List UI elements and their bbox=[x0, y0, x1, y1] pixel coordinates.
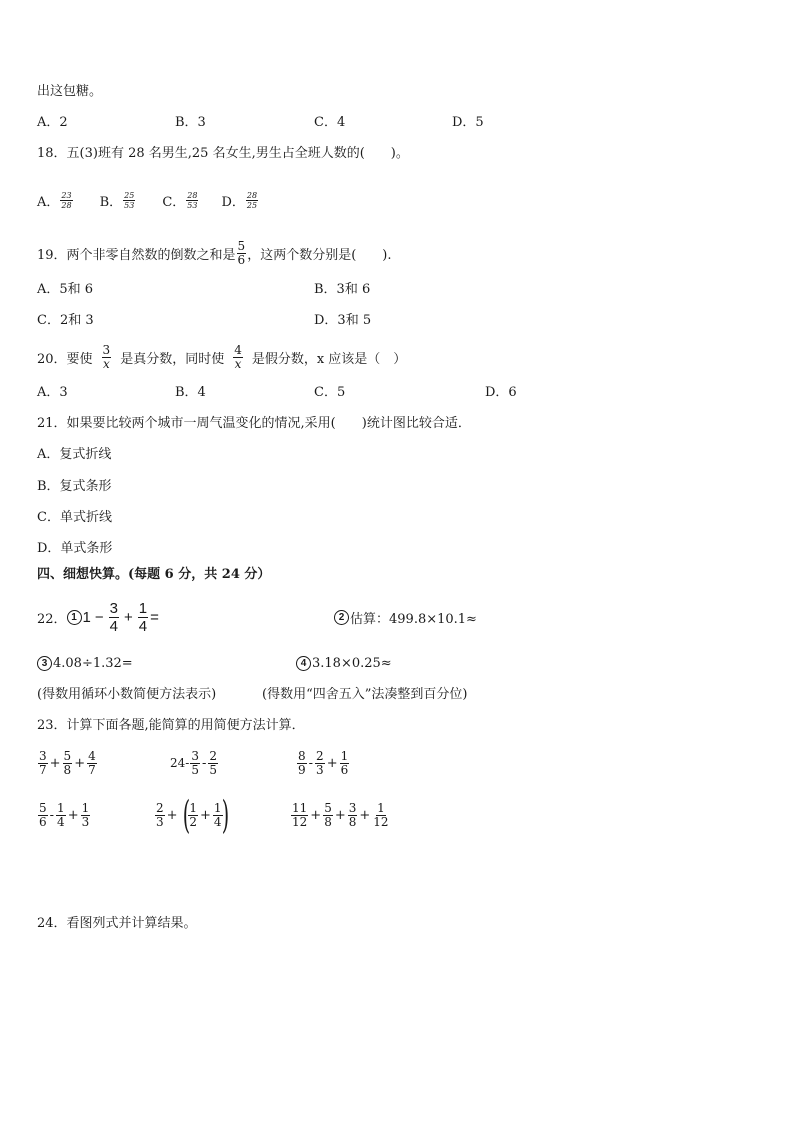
q19-option-c[interactable]: C．2和 3 bbox=[37, 313, 94, 328]
q23-expression-2 bbox=[170, 743, 219, 783]
q23-e2-f2-num: 2 bbox=[209, 748, 218, 763]
q23-e1-f3-num: 4 bbox=[88, 748, 96, 763]
q23-e5-op1: + bbox=[166, 807, 178, 823]
q23-e6-f2-num: 5 bbox=[324, 800, 332, 815]
q22-part1 bbox=[37, 597, 160, 637]
q23-e3-fraction-1 bbox=[297, 750, 307, 777]
q22-note-2: (得数用“四舍五入”法凑整到百分位) bbox=[262, 687, 468, 702]
q23-e6-fraction-1 bbox=[291, 802, 308, 829]
circled-2-marker: 2 bbox=[334, 610, 349, 625]
q23-expression-3 bbox=[296, 743, 350, 783]
q22-p1-fraction-1 bbox=[109, 600, 119, 635]
q18-d-denominator: 25 bbox=[246, 200, 258, 210]
q18-option-c[interactable] bbox=[162, 191, 199, 210]
q18-option-a-fraction bbox=[60, 191, 72, 210]
q22-p3-text: 4.08÷1.32= bbox=[53, 655, 133, 671]
q22-p1-equals: = bbox=[150, 608, 159, 626]
q23-e4-f2-den: 4 bbox=[57, 814, 65, 829]
q23-e5-f3-den: 4 bbox=[213, 814, 222, 829]
q19-option-b[interactable]: B．3和 6 bbox=[314, 282, 371, 297]
q23-e4-f3-num: 1 bbox=[81, 800, 90, 815]
q23-e1-op1: + bbox=[49, 755, 61, 771]
q23-e4-f3-den: 3 bbox=[81, 814, 90, 829]
q18-option-d-label: D． bbox=[221, 194, 245, 210]
section4-title: 四、细想快算。(每题 6 分，共 24 分） bbox=[37, 567, 271, 582]
q22-p1-f2-numerator: 1 bbox=[138, 599, 148, 617]
q23-e6-fraction-3 bbox=[348, 802, 358, 829]
q23-e3-f3-num: 1 bbox=[340, 748, 349, 763]
q17-tail-text: 出这包糖。 bbox=[37, 84, 103, 99]
q18-option-c-label: C． bbox=[162, 194, 186, 210]
q19-stem-b: ，这两个数分别是( ). bbox=[247, 247, 392, 263]
q22-p1-f1-numerator: 3 bbox=[109, 599, 118, 617]
q23-e2-fraction-2 bbox=[208, 750, 218, 777]
q20-fraction-2-numerator: 4 bbox=[234, 342, 242, 357]
q23-e1-f2-num: 5 bbox=[63, 748, 72, 763]
q22-p1-f1-denominator: 4 bbox=[109, 617, 118, 635]
q23-e5-right-paren: ) bbox=[221, 793, 229, 837]
q18-option-a-label: A． bbox=[37, 194, 60, 210]
q23-e2-lead: 24- bbox=[170, 756, 190, 770]
q23-e3-f2-num: 2 bbox=[316, 748, 324, 763]
q22-p4-text: 3.18×0.25≈ bbox=[312, 655, 392, 671]
q23-e2-f2-den: 5 bbox=[209, 762, 218, 777]
circled-3-marker: 3 bbox=[37, 656, 52, 671]
q21-option-c[interactable]: C．单式折线 bbox=[37, 510, 112, 525]
q23-e4-fraction-2 bbox=[56, 802, 66, 829]
q19-fraction bbox=[237, 240, 247, 267]
q23-e6-f3-den: 8 bbox=[348, 814, 357, 829]
q22-p1-one: 1 bbox=[82, 608, 91, 626]
q23-e1-op2: + bbox=[74, 755, 86, 771]
q19-stem bbox=[37, 236, 391, 270]
q20-fraction-1-numerator: 3 bbox=[102, 342, 111, 357]
q23-e6-f1-den: 12 bbox=[292, 814, 308, 829]
q23-e2-op1: - bbox=[201, 755, 207, 771]
q18-options-row bbox=[37, 187, 259, 213]
q23-e4-fraction-1 bbox=[38, 802, 48, 829]
q23-e6-op1: + bbox=[310, 807, 322, 823]
q23-e1-f1-num: 3 bbox=[39, 748, 47, 763]
q23-e1-f1-den: 7 bbox=[39, 762, 47, 777]
q23-e5-op2: + bbox=[200, 807, 211, 823]
q19-option-d[interactable]: D．3和 5 bbox=[314, 313, 372, 328]
q23-expression-1 bbox=[37, 743, 98, 783]
q23-e6-fraction-4 bbox=[372, 802, 389, 829]
q21-stem: 21．如果要比较两个城市一周气温变化的情况,采用( )统计图比较合适． bbox=[37, 416, 471, 431]
q21-option-d[interactable]: D．单式条形 bbox=[37, 541, 113, 556]
q22-part3 bbox=[37, 654, 133, 672]
q20-stem-b: 是真分数，同时使 bbox=[120, 351, 225, 367]
q23-e4-f1-num: 5 bbox=[39, 800, 47, 815]
q23-e5-fraction-1 bbox=[155, 802, 165, 829]
q19-stem-a: 19．两个非零自然数的倒数之和是 bbox=[37, 247, 236, 263]
q22-part2 bbox=[334, 608, 477, 626]
q22-p1-minus: − bbox=[94, 608, 104, 626]
q22-note-1: (得数用循环小数简便方法表示) bbox=[37, 687, 217, 702]
q23-expression-6 bbox=[290, 794, 391, 836]
q23-e3-op1: - bbox=[308, 755, 314, 771]
q23-e4-op2: + bbox=[67, 807, 79, 823]
q23-e3-fraction-3 bbox=[340, 750, 350, 777]
q22-part4 bbox=[296, 654, 392, 672]
circled-1-marker: 1 bbox=[67, 610, 82, 625]
q18-c-numerator: 28 bbox=[187, 190, 198, 200]
q23-e4-fraction-3 bbox=[81, 802, 91, 829]
q18-option-c-fraction bbox=[186, 191, 198, 210]
q20-option-b[interactable]: B．4 bbox=[175, 385, 206, 400]
q23-e4-f2-num: 1 bbox=[57, 800, 65, 815]
q21-option-a[interactable]: A．复式折线 bbox=[37, 447, 112, 462]
circled-4-marker: 4 bbox=[296, 656, 311, 671]
q23-e2-f1-den: 5 bbox=[191, 762, 199, 777]
q23-e3-fraction-2 bbox=[315, 750, 325, 777]
q20-fraction-2-denominator: x bbox=[234, 356, 242, 371]
q23-e1-fraction-3 bbox=[87, 750, 97, 777]
q23-e6-f1-num: 11 bbox=[292, 800, 308, 815]
q23-e5-left-paren: ( bbox=[182, 793, 190, 837]
q23-e5-f2-num: 1 bbox=[189, 800, 198, 815]
q20-fraction-1-denominator: x bbox=[102, 356, 110, 371]
q18-d-numerator: 28 bbox=[246, 190, 258, 200]
q17-option-b[interactable]: B．3 bbox=[175, 115, 206, 130]
q23-e4-f1-den: 6 bbox=[39, 814, 47, 829]
q23-e6-f4-den: 12 bbox=[373, 814, 389, 829]
q17-option-a[interactable]: A．2 bbox=[37, 115, 68, 130]
q23-e6-fraction-2 bbox=[323, 802, 333, 829]
q23-e1-fraction-1 bbox=[38, 750, 48, 777]
q20-stem-c: 是假分数，x 应该是（ ） bbox=[251, 351, 407, 367]
q23-e2-f1-num: 3 bbox=[191, 748, 199, 763]
q23-e5-f3-num: 1 bbox=[213, 800, 222, 815]
q20-option-d[interactable]: D．6 bbox=[485, 385, 517, 400]
q23-expression-4 bbox=[37, 794, 91, 836]
q23-e6-f2-den: 8 bbox=[324, 814, 332, 829]
q23-e1-f3-den: 7 bbox=[88, 762, 96, 777]
q19-numerator: 5 bbox=[237, 238, 246, 253]
q20-fraction-2 bbox=[233, 344, 243, 371]
q23-stem: 23．计算下面各题,能简算的用简便方法计算． bbox=[37, 718, 305, 733]
q23-e1-fraction-2 bbox=[63, 750, 73, 777]
q18-stem: 18．五(3)班有 28 名男生,25 名女生,男生占全班人数的( )。 bbox=[37, 146, 409, 161]
q20-option-c[interactable]: C．5 bbox=[314, 385, 346, 400]
q22-number: 22． bbox=[37, 611, 67, 627]
q23-e3-f2-den: 3 bbox=[316, 762, 324, 777]
q22-p2-text: 估算：499.8×10.1≈ bbox=[350, 611, 477, 627]
q23-e3-op2: + bbox=[326, 755, 338, 771]
q23-e6-op3: + bbox=[359, 807, 371, 823]
q23-e3-f3-den: 6 bbox=[340, 762, 349, 777]
q23-e3-f1-den: 9 bbox=[298, 762, 306, 777]
q22-p1-fraction-2 bbox=[138, 600, 148, 635]
q22-p1-f2-denominator: 4 bbox=[138, 617, 148, 635]
q18-option-b[interactable] bbox=[100, 191, 137, 210]
q18-option-a[interactable] bbox=[37, 191, 74, 210]
q19-denominator: 6 bbox=[237, 252, 246, 267]
q20-option-a[interactable]: A．3 bbox=[37, 385, 68, 400]
q23-e5-f1-num: 2 bbox=[156, 800, 164, 815]
q21-option-b[interactable]: B．复式条形 bbox=[37, 479, 112, 494]
q20-stem-a: 20．要使 bbox=[37, 351, 93, 367]
q23-e6-op2: + bbox=[334, 807, 346, 823]
q18-b-numerator: 25 bbox=[124, 190, 135, 200]
q17-option-c[interactable]: C．4 bbox=[314, 115, 346, 130]
q23-e6-f4-num: 1 bbox=[377, 800, 385, 815]
q23-e2-fraction-1 bbox=[190, 750, 200, 777]
q18-c-denominator: 53 bbox=[187, 200, 198, 210]
q23-e6-f3-num: 3 bbox=[348, 800, 357, 815]
q23-e3-f1-num: 8 bbox=[298, 748, 306, 763]
q18-option-d[interactable] bbox=[221, 191, 259, 210]
q23-e1-f2-den: 8 bbox=[63, 762, 72, 777]
q18-a-numerator: 23 bbox=[61, 190, 72, 200]
q19-option-a[interactable]: A．5和 6 bbox=[37, 282, 94, 297]
q18-option-d-fraction bbox=[246, 191, 258, 210]
q23-expression-5 bbox=[154, 794, 232, 836]
q18-option-b-fraction bbox=[123, 191, 135, 210]
q18-a-denominator: 28 bbox=[61, 200, 72, 210]
q23-e5-f2-den: 2 bbox=[189, 814, 198, 829]
q20-stem bbox=[37, 342, 406, 372]
q23-e5-f1-den: 3 bbox=[156, 814, 164, 829]
q18-option-b-label: B． bbox=[99, 194, 123, 210]
q20-fraction-1 bbox=[102, 344, 112, 371]
q18-b-denominator: 53 bbox=[124, 200, 135, 210]
q24-stem: 24．看图列式并计算结果。 bbox=[37, 916, 197, 931]
q23-e4-op1: - bbox=[49, 807, 55, 823]
q22-p1-plus: + bbox=[124, 608, 133, 626]
q17-option-d[interactable]: D．5 bbox=[452, 115, 484, 130]
